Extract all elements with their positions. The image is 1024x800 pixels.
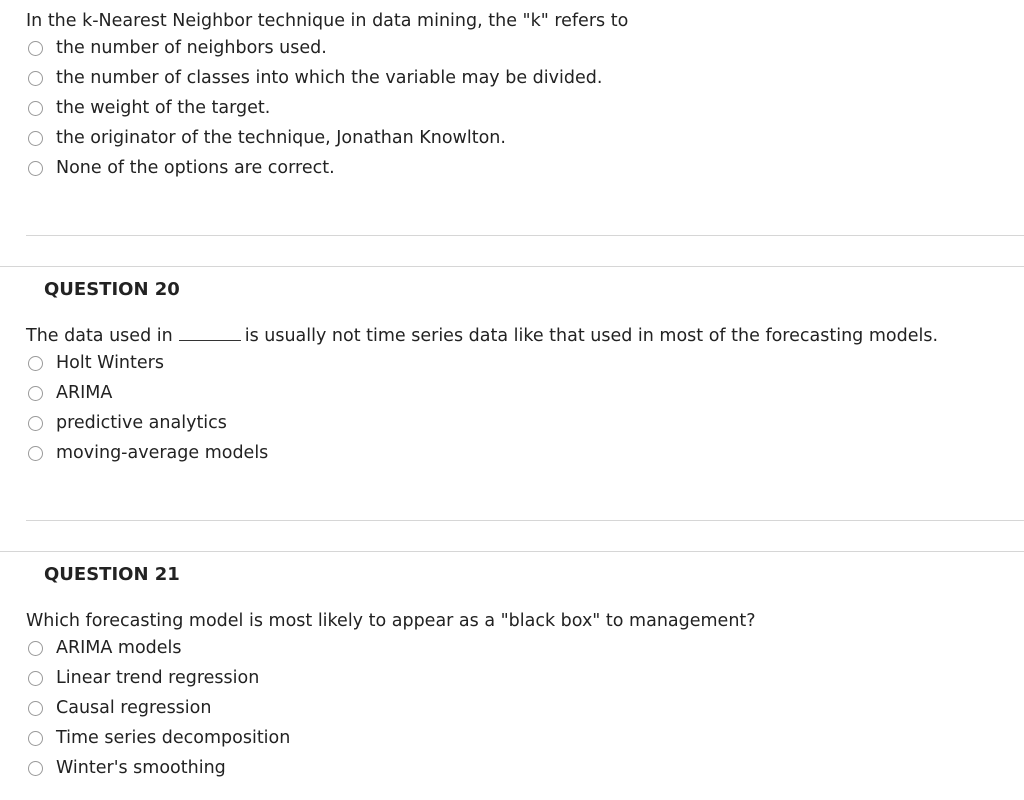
answer-option[interactable] <box>28 697 211 719</box>
answer-option[interactable] <box>28 157 335 179</box>
radio-button[interactable] <box>28 701 43 716</box>
section-divider <box>0 266 1024 267</box>
prompt-text-before: The data used in <box>26 326 173 346</box>
answer-option[interactable] <box>28 757 226 779</box>
question-prompt: Which forecasting model is most likely to appear as a "black box" to management? <box>26 611 756 631</box>
option-label: the number of classes into which the variable may be divided. <box>56 68 603 88</box>
answer-option[interactable] <box>28 127 506 149</box>
answer-option[interactable] <box>28 97 270 119</box>
radio-button[interactable] <box>28 731 43 746</box>
radio-button[interactable] <box>28 356 43 371</box>
answer-option[interactable] <box>28 37 327 59</box>
option-label: Linear trend regression <box>56 668 260 688</box>
answer-option[interactable] <box>28 667 259 689</box>
option-label: None of the options are correct. <box>56 158 335 178</box>
answer-option[interactable] <box>28 637 182 659</box>
option-label: predictive analytics <box>56 413 227 433</box>
answer-option[interactable] <box>28 382 112 404</box>
radio-button[interactable] <box>28 446 43 461</box>
question-divider <box>26 520 1024 521</box>
option-label: the number of neighbors used. <box>56 38 327 58</box>
option-label: Time series decomposition <box>56 728 291 748</box>
option-label: Causal regression <box>56 698 212 718</box>
radio-button[interactable] <box>28 641 43 656</box>
option-label: Winter's smoothing <box>56 758 226 778</box>
option-label: Holt Winters <box>56 353 164 373</box>
question-prompt <box>26 325 938 347</box>
fill-in-blank <box>179 326 241 341</box>
radio-button[interactable] <box>28 101 43 116</box>
question-divider <box>26 235 1024 236</box>
answer-option[interactable] <box>28 412 227 434</box>
option-label: moving-average models <box>56 443 269 463</box>
prompt-text-after: is usually not time series data like that used in most of the forecasting models. <box>244 326 939 346</box>
radio-button[interactable] <box>28 761 43 776</box>
radio-button[interactable] <box>28 416 43 431</box>
question-prompt: In the k-Nearest Neighbor technique in data mining, the "k" refers to <box>26 11 629 31</box>
option-label: ARIMA <box>56 383 113 403</box>
radio-button[interactable] <box>28 71 43 86</box>
answer-option[interactable] <box>28 67 602 89</box>
answer-option[interactable] <box>28 352 164 374</box>
question-title: QUESTION 20 <box>44 279 180 300</box>
radio-button[interactable] <box>28 671 43 686</box>
radio-button[interactable] <box>28 386 43 401</box>
option-label: ARIMA models <box>56 638 182 658</box>
radio-button[interactable] <box>28 41 43 56</box>
radio-button[interactable] <box>28 161 43 176</box>
option-label: the originator of the technique, Jonathan Knowlton. <box>56 128 506 148</box>
answer-option[interactable] <box>28 727 290 749</box>
section-divider <box>0 551 1024 552</box>
question-title: QUESTION 21 <box>44 564 180 585</box>
radio-button[interactable] <box>28 131 43 146</box>
option-label: the weight of the target. <box>56 98 271 118</box>
answer-option[interactable] <box>28 442 268 464</box>
